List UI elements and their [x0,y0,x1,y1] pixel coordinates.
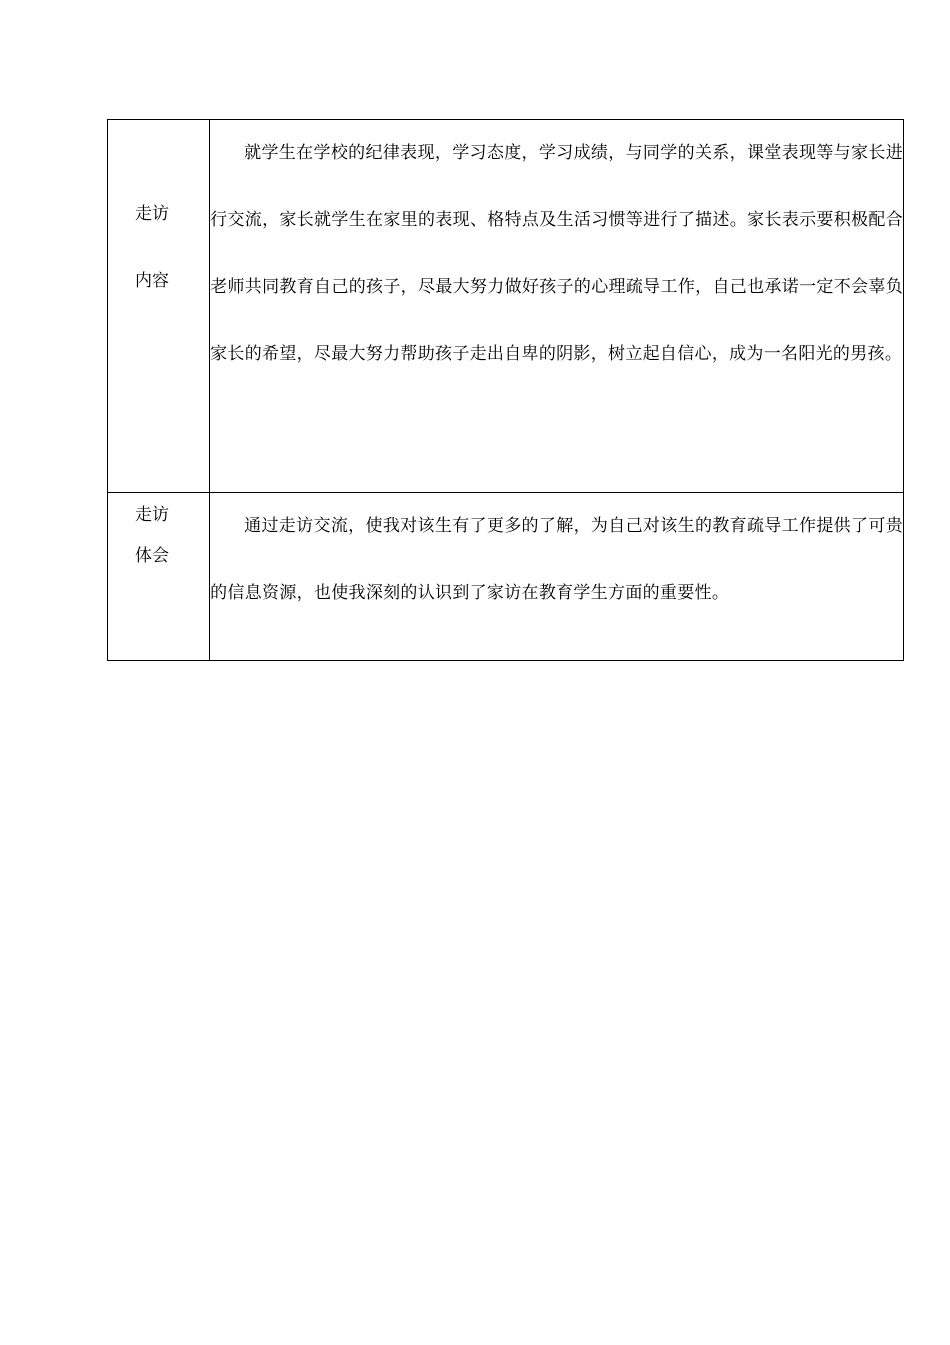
visit-content-label-line-1: 走访 [135,204,169,224]
visit-reflection-text-cell [210,493,904,661]
visit-reflection-row [108,493,904,661]
visit-content-text-cell [210,120,904,493]
visit-record-table [107,119,904,661]
visit-reflection-label-cell [108,493,210,661]
visit-content-label-line-2: 内容 [135,271,169,291]
visit-content-row [108,120,904,493]
visit-reflection-label-line-1: 走访 [135,505,169,525]
visit-content-label-cell [108,120,210,493]
visit-reflection-text: 通过走访交流，使我对该生有了更多的了解，为自己对该生的教育疏导工作提供了可贵的信息资源，也使我深刻的认识到了家访在教育学生方面的重要性。 [210,516,903,603]
visit-content-text: 就学生在学校的纪律表现，学习态度，学习成绩，与同学的关系，课堂表现等与家长进行交流，家长就学生在家里的表现、格特点及生活习惯等进行了描述。家长表示要积极配合老师共同教育自己的孩子，尽最大努力做好孩子的心理疏导工作，自己也承诺一定不会辜负家长的希望，尽最大努力帮助孩子走出自卑的阴影，树立起自信心，成为一名阳光的男孩。 [210,143,903,364]
visit-reflection-label-line-2: 体会 [135,546,169,566]
